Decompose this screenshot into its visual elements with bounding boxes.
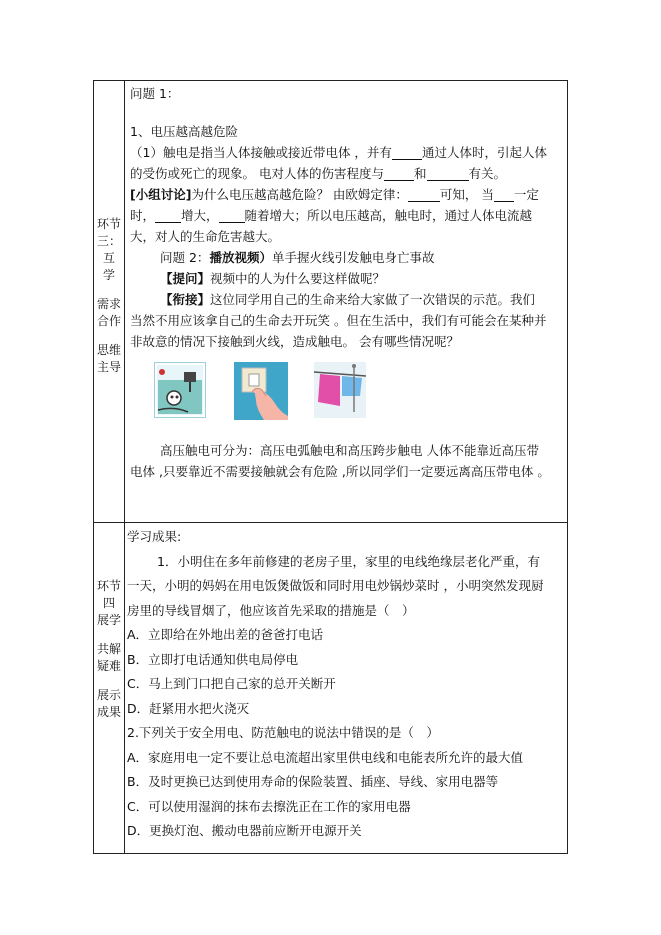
question2-option-a: A．家庭用电一定不要让总电流超出家里供电线和电能表所允许的最大值: [127, 749, 524, 765]
finger-switch-illustration: [234, 362, 288, 420]
group-discussion: [小组讨论]为什么电压越高越危险？ 由欧姆定律： 可知， 当 一定: [130, 187, 539, 202]
question1-line2: 一天，小明的妈妈在用电饭煲做饭和同时用电炒锅炒菜时 ，小明突然发现厨: [127, 578, 544, 593]
section4-content: [127, 525, 561, 844]
row-divider: [94, 522, 567, 523]
illustration-row: [130, 362, 561, 432]
question1-line1: 1．小明住在多年前修建的老房子里，家里的电线绝缘层老化严重，有: [157, 553, 540, 569]
answer-blank: [494, 187, 514, 202]
group-discussion-line2: 时， 增大， 随着增大；所以电压越高，触电时，通过人体电流越: [130, 208, 533, 223]
high-voltage-line2: 电体 ,只要靠近不需要接触就会有危险 ,所以同学们一定要远离高压带电体 。: [130, 464, 550, 479]
question2-option-b: B．及时更换已达到使用寿命的保险装置、插座、导线、家用电器等: [127, 774, 499, 789]
answer-blank: [408, 187, 440, 202]
answer-blank: [155, 208, 181, 223]
side-label-line: 共解: [96, 642, 121, 656]
side-label-line: 展学: [96, 613, 121, 627]
q1-title: 问题 1：: [130, 86, 180, 101]
side-label-line: 三：: [96, 234, 121, 248]
question1-option-a: A．立即给在外地出差的爸爸打电话: [127, 627, 324, 642]
link-line3: 非故意的情况下接触到火线，造成触电。 会有哪些情况呢？: [130, 334, 459, 349]
wet-cloth-wire-illustration: [314, 362, 366, 418]
group-discussion-line3: 大，对人的生命危害越大。: [130, 229, 281, 244]
section3-content: [130, 83, 561, 482]
link-line2: 当然不用应该拿自己的生命去开玩笑 。但在生活中，我们有可能会在某种并: [130, 313, 547, 328]
side-label-line: 四: [102, 596, 115, 610]
question1-line3: 房里的导线冒烟了，他应该首先采取的措施是（ ）: [127, 602, 415, 618]
link-line1: 【衔接】这位同学用自己的生命来给大家做了一次错误的示范。我们: [160, 292, 536, 307]
ask-line: 【提问】视频中的人为什么要这样做呢？: [160, 271, 386, 286]
side-label-line: 学: [102, 268, 115, 282]
question1-option-d: D．赶紧用水把火浇灭: [127, 700, 250, 716]
side-label-line: 环节: [96, 217, 121, 231]
side-label-line: 需求: [96, 297, 121, 311]
side-label-line: 成果: [96, 705, 121, 719]
side-label-line: 互: [102, 251, 115, 265]
paragraph-harm: 的受伤或死亡的现象。 电对人体的伤害程度与 和 有关。: [130, 166, 507, 181]
side-label-line: 思维: [96, 343, 121, 357]
question2-option-c: C．可以使用湿润的抹布去擦洗正在工作的家用电器: [127, 798, 411, 814]
section3-side-label: [94, 216, 124, 376]
paragraph-touch: （1）触电是指当人体接触或接近带电体 ，并有 通过人体时，引起人体: [130, 145, 547, 160]
voltage-heading: 1、电压越高越危险: [130, 124, 238, 139]
plug-socket-illustration: [154, 362, 206, 418]
side-label-line: 环节: [96, 579, 121, 593]
lesson-table: [93, 80, 568, 854]
answer-blank: [392, 145, 422, 160]
high-voltage-line1: 高压触电可分为：高压电弧触电和高压跨步触电 人体不能靠近高压带: [160, 443, 539, 458]
column-divider: [124, 81, 125, 853]
question2: 问题 2：播放视频）单手握火线引发触电身亡事故: [160, 250, 435, 265]
question2-option-d: D．更换灯泡、搬动电器前应断开电源开关: [127, 823, 362, 838]
question1-option-b: B．立即打电话通知供电局停电: [127, 651, 299, 667]
question1-option-c: C．马上到门口把自己家的总开关断开: [127, 676, 336, 691]
results-title: 学习成果:: [127, 529, 182, 544]
answer-blank: [384, 166, 414, 181]
question2-title: 2.下列关于安全用电、防范触电的说法中错误的是（ ）: [127, 725, 439, 740]
answer-blank: [219, 208, 245, 223]
side-label-line: 疑难: [96, 659, 121, 673]
section4-side-label: [94, 578, 124, 721]
side-label-line: 主导: [96, 360, 121, 374]
discussion-label: [小组讨论]: [130, 187, 192, 202]
side-label-line: 合作: [96, 314, 121, 328]
answer-blank: [427, 166, 469, 181]
side-label-line: 展示: [96, 688, 121, 702]
